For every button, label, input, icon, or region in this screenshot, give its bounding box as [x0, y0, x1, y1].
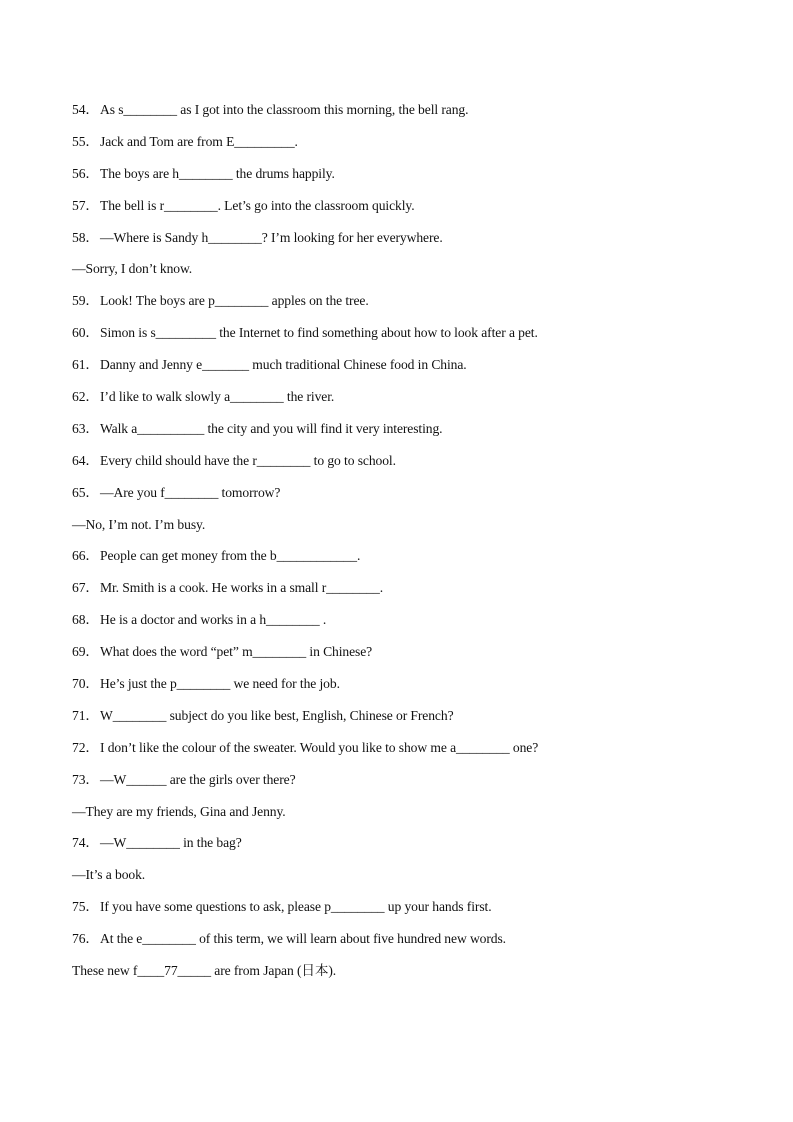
- question-line: [72, 356, 732, 388]
- question-line: [72, 547, 732, 579]
- answer-line: [72, 516, 732, 548]
- question-line: [72, 229, 732, 261]
- question-line: [72, 101, 732, 133]
- question-line: [72, 133, 732, 165]
- question-number: 59．: [72, 293, 99, 309]
- question-number: 67．: [72, 580, 99, 596]
- question-line: [72, 675, 732, 707]
- question-text: People can get money from the b____________.: [100, 548, 361, 564]
- question-line: [72, 834, 732, 866]
- question-text: Mr. Smith is a cook. He works in a small r________.: [100, 580, 383, 596]
- question-number: 55．: [72, 133, 99, 149]
- question-line: [72, 292, 732, 324]
- answer-line: [72, 866, 732, 898]
- question-number: 68．: [72, 612, 99, 628]
- question-number: 69．: [72, 644, 99, 660]
- question-line: [72, 324, 732, 356]
- question-text: I don’t like the colour of the sweater. Would you like to show me a________ one?: [100, 739, 539, 755]
- question-text: I’d like to walk slowly a________ the river.: [100, 389, 335, 405]
- question-text: At the e________ of this term, we will learn about five hundred new words.: [100, 931, 506, 947]
- question-number: 61．: [72, 357, 99, 373]
- question-text: These new f____77_____ are from Japan (日本).: [72, 963, 337, 979]
- question-number: 57．: [72, 197, 99, 213]
- answer-line: [72, 803, 732, 835]
- question-line: [72, 930, 732, 962]
- exercise-list: [72, 101, 732, 994]
- question-text: —Where is Sandy h________? I’m looking for her everywhere.: [100, 229, 443, 245]
- question-number: 75．: [72, 899, 99, 915]
- question-line: [72, 771, 732, 803]
- question-line: [72, 707, 732, 739]
- question-line: [72, 611, 732, 643]
- question-text: He is a doctor and works in a h________ .: [100, 612, 327, 628]
- question-number: 73．: [72, 771, 99, 787]
- question-text: —W________ in the bag?: [100, 835, 242, 851]
- question-line: [72, 643, 732, 675]
- question-line: [72, 165, 732, 197]
- question-text: —W______ are the girls over there?: [100, 771, 296, 787]
- question-text: Simon is s_________ the Internet to find something about how to look after a pet.: [100, 325, 538, 341]
- question-text: As s________ as I got into the classroom this morning, the bell rang.: [100, 102, 469, 117]
- question-number: 54．: [72, 102, 99, 117]
- question-text: Jack and Tom are from E_________.: [100, 133, 298, 149]
- question-text: The bell is r________. Let’s go into the classroom quickly.: [100, 197, 415, 213]
- question-number: 72．: [72, 739, 99, 755]
- question-line: [72, 420, 732, 452]
- question-number: 74．: [72, 835, 99, 851]
- question-text: —Sorry, I don’t know.: [72, 261, 193, 277]
- question-text: The boys are h________ the drums happily.: [100, 165, 335, 181]
- question-text: Every child should have the r________ to go to school.: [100, 452, 396, 468]
- question-text: If you have some questions to ask, please p________ up your hands first.: [100, 899, 492, 915]
- question-text: He’s just the p________ we need for the job.: [100, 676, 340, 692]
- question-number: 63．: [72, 420, 99, 436]
- question-line: [72, 739, 732, 771]
- answer-line: [72, 260, 732, 292]
- question-text: Danny and Jenny e_______ much traditional Chinese food in China.: [100, 357, 467, 373]
- question-number: 76．: [72, 931, 99, 947]
- question-text: —They are my friends, Gina and Jenny.: [72, 803, 286, 819]
- question-text: —It’s a book.: [72, 867, 146, 883]
- question-line: [72, 197, 732, 229]
- answer-line: [72, 962, 732, 994]
- question-text: —No, I’m not. I’m busy.: [72, 516, 206, 532]
- question-number: 65．: [72, 484, 99, 500]
- question-text: —Are you f________ tomorrow?: [100, 484, 281, 500]
- question-text: Look! The boys are p________ apples on the tree.: [100, 293, 369, 309]
- question-line: [72, 898, 732, 930]
- question-number: 58．: [72, 229, 99, 245]
- question-number: 71．: [72, 707, 99, 723]
- question-line: [72, 579, 732, 611]
- question-number: 62．: [72, 389, 99, 405]
- question-line: [72, 484, 732, 516]
- question-number: 70．: [72, 676, 99, 692]
- question-number: 64．: [72, 452, 99, 468]
- question-number: 56．: [72, 165, 99, 181]
- question-text: W________ subject do you like best, English, Chinese or French?: [100, 707, 454, 723]
- question-number: 66．: [72, 548, 99, 564]
- question-line: [72, 388, 732, 420]
- question-text: What does the word “pet” m________ in Chinese?: [100, 644, 373, 660]
- question-number: 60．: [72, 325, 99, 341]
- question-text: Walk a__________ the city and you will find it very interesting.: [100, 420, 443, 436]
- question-line: [72, 452, 732, 484]
